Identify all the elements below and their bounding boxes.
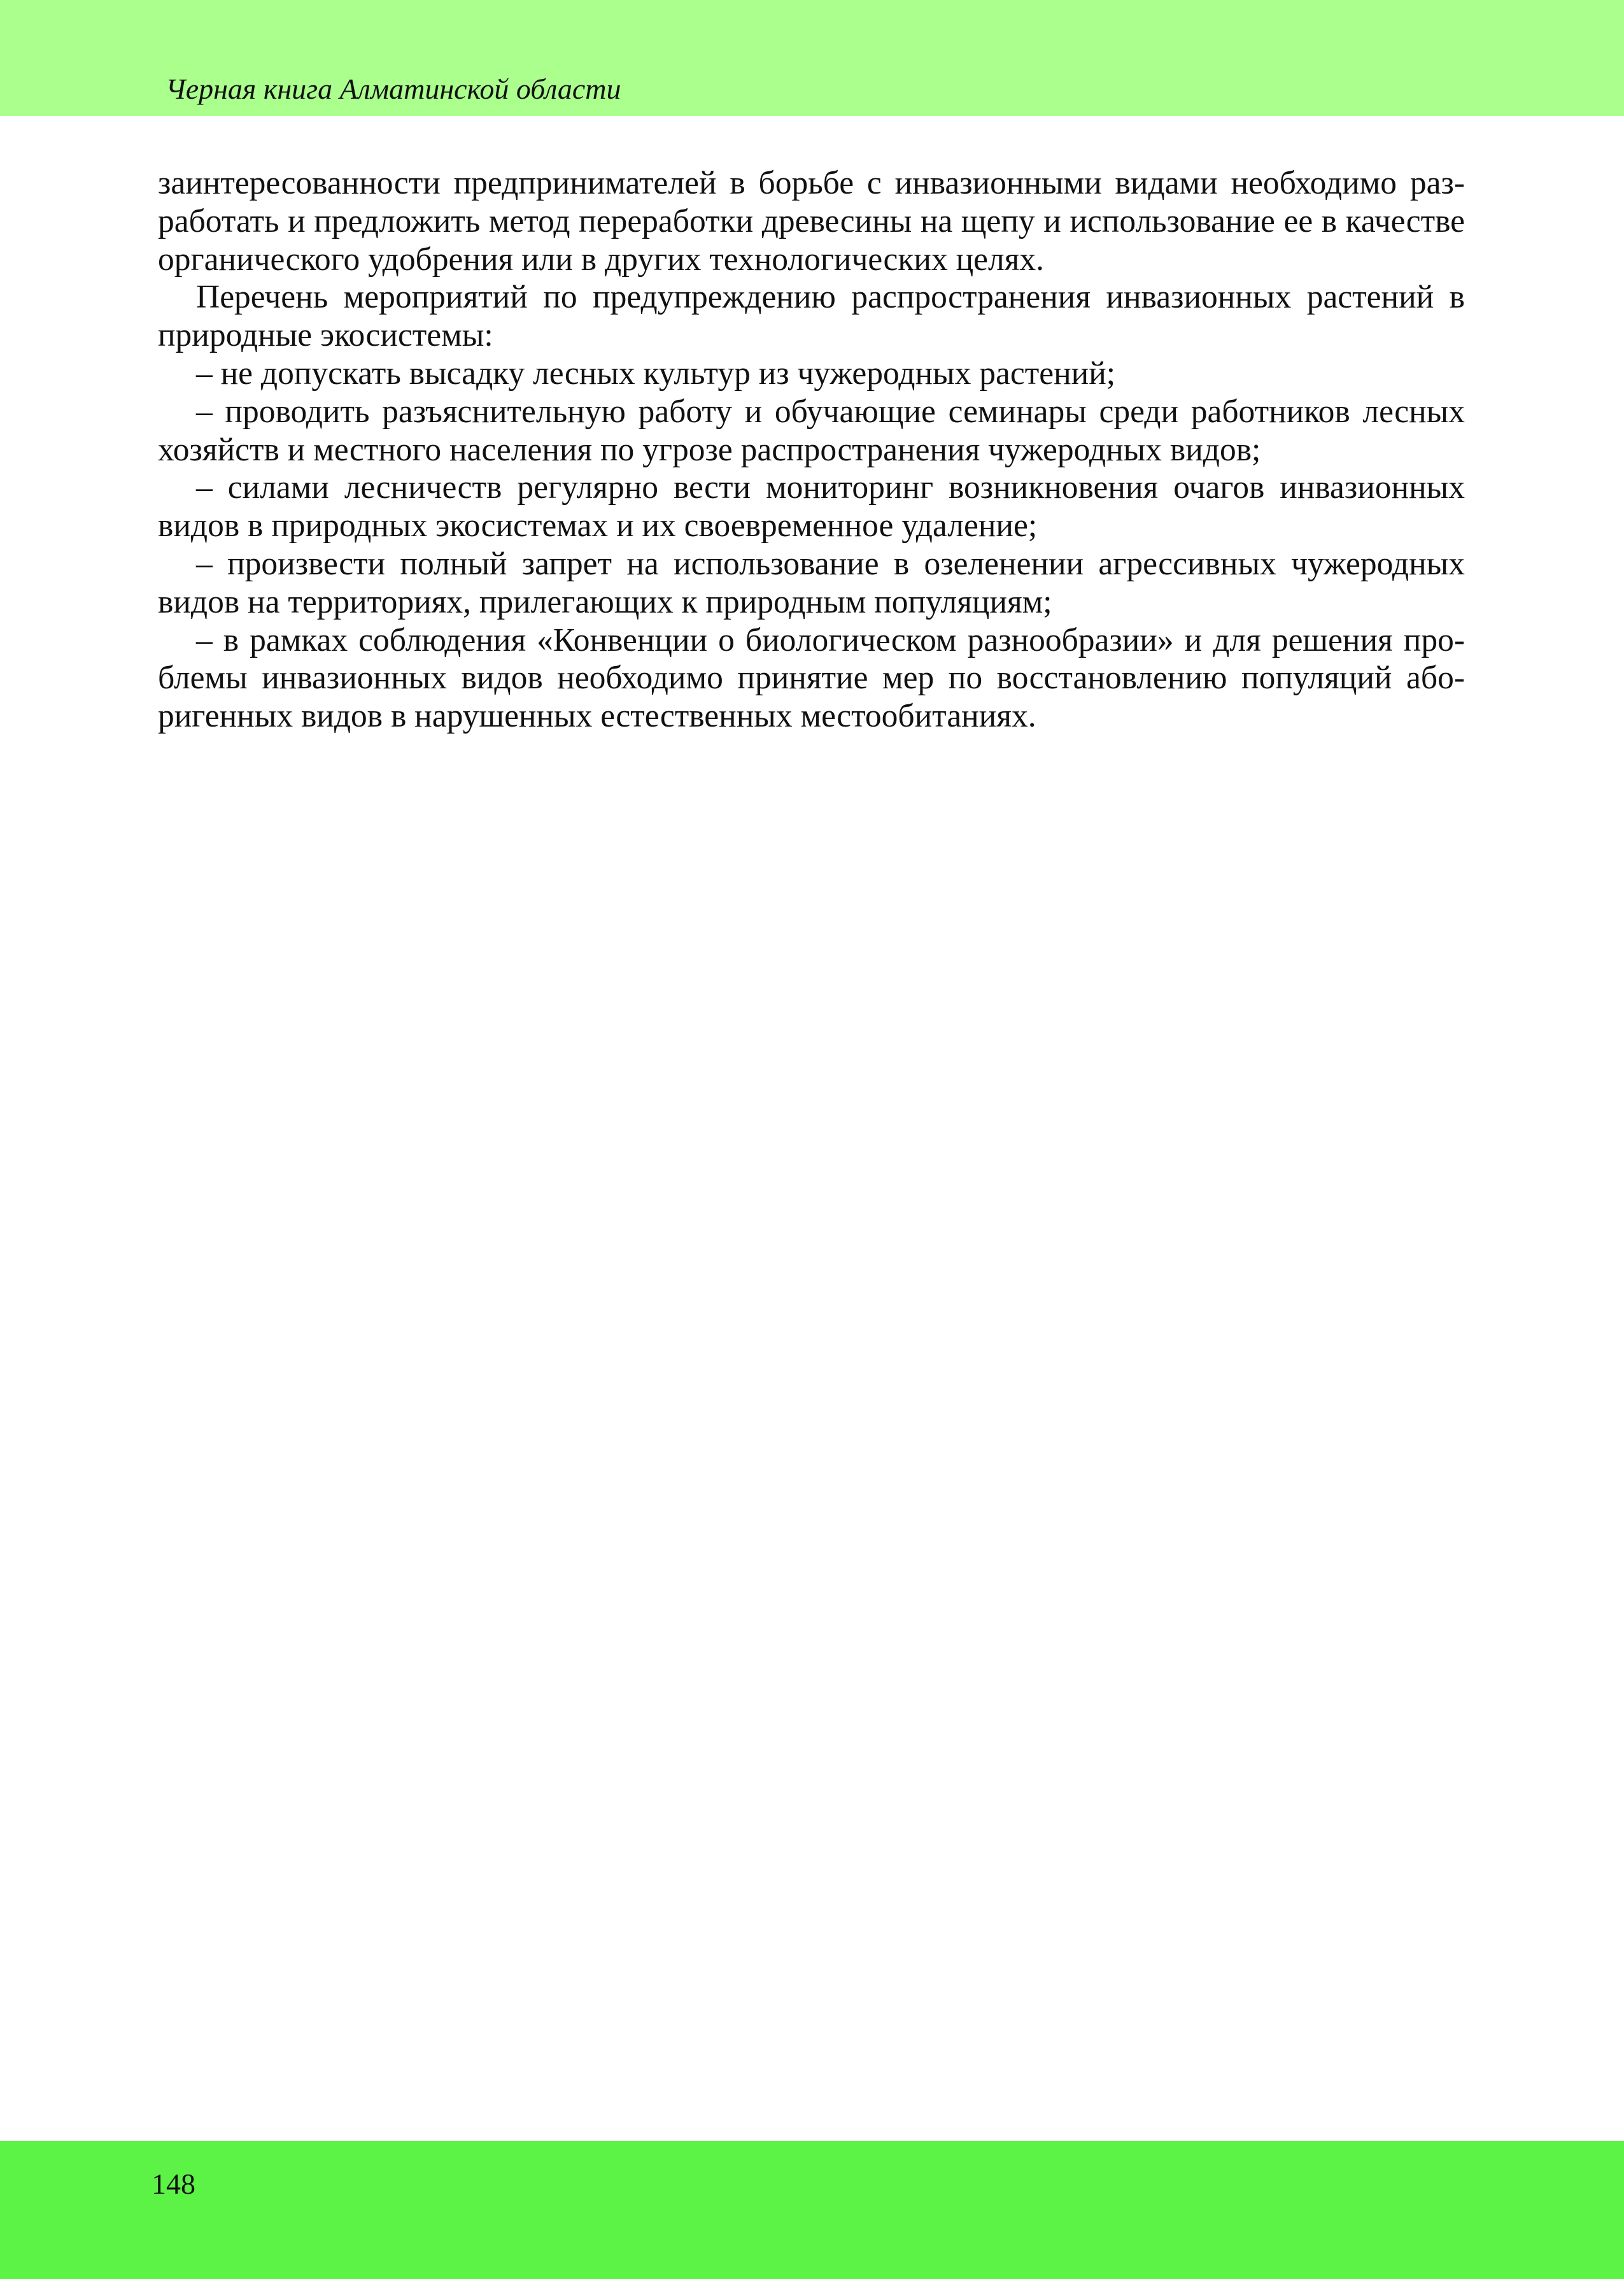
list-item: – силами лесничеств регулярно вести мониторинг возникновения очагов инвазионных видов в природных экосистемах и их своевременное удаление; bbox=[158, 469, 1465, 544]
header-band bbox=[0, 0, 1624, 116]
page-number: 148 bbox=[152, 2168, 195, 2200]
list-item: – не допускать высадку лесных культур из чужеродных растений; bbox=[196, 355, 1116, 392]
paragraph: заинтересованности предпринимателей в борьбе с инвазионными видами необходимо разработать и предложить метод переработки древесины на щепу и использование ее в качестве органического удобрения или в других технологических целях. bbox=[158, 165, 1465, 278]
main-text bbox=[158, 164, 1465, 735]
running-header-title: Черная книга Алматинской области bbox=[166, 73, 621, 105]
paragraph: Перечень мероприятий по предупреждению распространения инвазионных растений в природные экосистемы: bbox=[158, 279, 1465, 354]
list-item: – произвести полный запрет на использование в озеленении агрессивных чужеродных видов на территориях, прилегающих к природным популяциям; bbox=[158, 545, 1465, 620]
list-item: – в рамках соблюдения «Конвенции о биологическом разнообразии» и для решения проблемы инвазионных видов необходимо принятие мер по восстановлению популяций аборигенных видов в нарушенных естественных местообитаниях. bbox=[158, 621, 1465, 735]
footer-band bbox=[0, 2141, 1624, 2279]
list-item: – проводить разъяснительную работу и обучающие семинары среди работников лесных хозяйств и местного населения по угрозе распространения чужеродных видов; bbox=[158, 393, 1465, 468]
